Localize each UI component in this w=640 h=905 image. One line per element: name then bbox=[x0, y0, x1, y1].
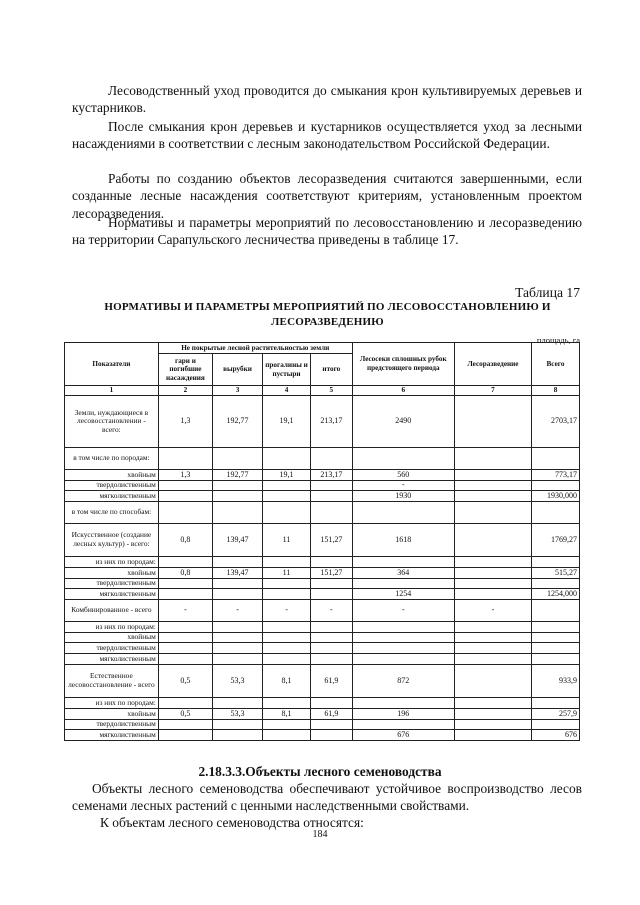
table-cell bbox=[352, 502, 454, 524]
table-cell bbox=[352, 654, 454, 665]
table-cell bbox=[213, 448, 263, 470]
table-cell: - bbox=[352, 481, 454, 491]
table-cell: 192,77 bbox=[213, 470, 263, 481]
table-cell bbox=[158, 491, 212, 502]
table-cell bbox=[532, 600, 580, 622]
table-cell bbox=[158, 720, 212, 730]
table-cell bbox=[213, 579, 263, 589]
row-label: хвойным bbox=[65, 709, 159, 720]
table-cell bbox=[263, 720, 311, 730]
table-cell bbox=[311, 481, 353, 491]
table-cell bbox=[158, 502, 212, 524]
table-cell: 0,5 bbox=[158, 665, 212, 698]
table-cell: 1618 bbox=[352, 524, 454, 557]
table-cell bbox=[311, 557, 353, 568]
table-cell bbox=[158, 579, 212, 589]
table-cell: 1930 bbox=[352, 491, 454, 502]
table-cell bbox=[454, 481, 531, 491]
header-c4: прогалины и пустыри bbox=[263, 354, 311, 386]
table-cell bbox=[352, 557, 454, 568]
table-cell bbox=[158, 643, 212, 654]
table-cell: - bbox=[311, 600, 353, 622]
table-cell bbox=[532, 579, 580, 589]
col-num: 2 bbox=[158, 386, 212, 396]
row-label: твердолиственным bbox=[65, 720, 159, 730]
table-cell bbox=[454, 589, 531, 600]
table-row bbox=[65, 448, 580, 470]
paragraph-completion: Работы по созданию объектов лесоразведения считаются завершенными, если созданные лесные насаждения соответствуют критериям, установленным проектом лесоразведения. bbox=[72, 171, 582, 221]
table-cell bbox=[263, 448, 311, 470]
table-cell bbox=[352, 720, 454, 730]
table-cell bbox=[454, 568, 531, 579]
table-cell: 872 bbox=[352, 665, 454, 698]
table-cell: 0,8 bbox=[158, 568, 212, 579]
table-cell bbox=[532, 448, 580, 470]
table-row bbox=[65, 579, 580, 589]
table-cell bbox=[454, 524, 531, 557]
table-cell bbox=[311, 502, 353, 524]
table-row bbox=[65, 654, 580, 665]
row-label: мягколиственным bbox=[65, 491, 159, 502]
table-cell bbox=[311, 720, 353, 730]
table-cell bbox=[213, 491, 263, 502]
table-cell: 1,3 bbox=[158, 396, 212, 448]
table-title-line-2: ЛЕСОРАЗВЕДЕНИЮ bbox=[271, 316, 384, 328]
table-cell bbox=[454, 654, 531, 665]
row-label: из них по породам: bbox=[65, 622, 159, 633]
table-cell bbox=[213, 720, 263, 730]
table-cell: 11 bbox=[263, 568, 311, 579]
table-row bbox=[65, 643, 580, 654]
table-row bbox=[65, 470, 580, 481]
table-cell bbox=[454, 665, 531, 698]
table-cell bbox=[454, 622, 531, 633]
table-cell: - bbox=[263, 600, 311, 622]
table-cell: 257,9 bbox=[532, 709, 580, 720]
table-row bbox=[65, 481, 580, 491]
table-cell bbox=[454, 643, 531, 654]
row-label: твердолиственным bbox=[65, 481, 159, 491]
table-cell bbox=[213, 643, 263, 654]
row-label: хвойным bbox=[65, 568, 159, 579]
table-cell bbox=[311, 491, 353, 502]
header-group: Не покрытые лесной растительностью земли bbox=[158, 343, 352, 354]
row-label: мягколиственным bbox=[65, 589, 159, 600]
table-row bbox=[65, 396, 580, 448]
table-row bbox=[65, 502, 580, 524]
table-cell: 676 bbox=[352, 730, 454, 741]
table-cell bbox=[263, 654, 311, 665]
header-c8: Всего bbox=[532, 343, 580, 386]
table-cell bbox=[213, 622, 263, 633]
table-row bbox=[65, 600, 580, 622]
row-label: из них по породам: bbox=[65, 557, 159, 568]
table-cell: 0,8 bbox=[158, 524, 212, 557]
header-numbers-row bbox=[65, 386, 580, 396]
col-num: 8 bbox=[532, 386, 580, 396]
table-cell: - bbox=[213, 600, 263, 622]
table-title bbox=[90, 300, 565, 330]
table-cell: - bbox=[352, 600, 454, 622]
table-cell: 1930,000 bbox=[532, 491, 580, 502]
row-label: в том числе по способам: bbox=[65, 502, 159, 524]
table-cell: 676 bbox=[532, 730, 580, 741]
table-row bbox=[65, 720, 580, 730]
table-cell bbox=[158, 448, 212, 470]
table-cell bbox=[213, 698, 263, 709]
table-cell bbox=[213, 730, 263, 741]
paragraph-after-closure: После смыкания крон деревьев и кустарников осуществляется уход за лесными насаждениями в соответствии с лесным законодательством Российской Федерации. bbox=[72, 119, 582, 152]
table-cell bbox=[311, 730, 353, 741]
table-cell bbox=[158, 633, 212, 643]
table-cell bbox=[532, 622, 580, 633]
header-row-1 bbox=[65, 343, 580, 354]
table-cell bbox=[311, 654, 353, 665]
row-label: в том числе по породам: bbox=[65, 448, 159, 470]
table-cell bbox=[454, 698, 531, 709]
table-cell bbox=[158, 589, 212, 600]
table-cell bbox=[532, 502, 580, 524]
table-cell: 11 bbox=[263, 524, 311, 557]
table-cell: 19,1 bbox=[263, 396, 311, 448]
table-cell bbox=[263, 502, 311, 524]
table-cell bbox=[158, 698, 212, 709]
table-row bbox=[65, 491, 580, 502]
table-cell bbox=[213, 654, 263, 665]
row-label: хвойным bbox=[65, 633, 159, 643]
table-cell: 933,9 bbox=[532, 665, 580, 698]
table-cell: 61,9 bbox=[311, 665, 353, 698]
paragraph-seed-objects: Объекты лесного семеноводства обеспечивают устойчивое воспроизводство лесов семенами лесных растений с ценными наследственными свойствами. bbox=[72, 781, 582, 814]
table-row bbox=[65, 524, 580, 557]
table-cell: 8,1 bbox=[263, 709, 311, 720]
table-cell bbox=[352, 579, 454, 589]
table-row bbox=[65, 698, 580, 709]
table-cell bbox=[454, 730, 531, 741]
table-cell bbox=[158, 557, 212, 568]
col-num: 3 bbox=[213, 386, 263, 396]
header-c3: вырубки bbox=[213, 354, 263, 386]
table-row bbox=[65, 709, 580, 720]
table-cell bbox=[213, 502, 263, 524]
table-cell bbox=[352, 698, 454, 709]
table-cell bbox=[352, 633, 454, 643]
col-num: 1 bbox=[65, 386, 159, 396]
table-cell: 151,27 bbox=[311, 524, 353, 557]
row-label: Искусственное (создание лесных культур) - всего: bbox=[65, 524, 159, 557]
table-cell bbox=[532, 698, 580, 709]
table-cell bbox=[263, 491, 311, 502]
table-cell bbox=[454, 502, 531, 524]
table-cell: - bbox=[454, 600, 531, 622]
table-cell bbox=[454, 633, 531, 643]
table-cell bbox=[311, 698, 353, 709]
table-row bbox=[65, 589, 580, 600]
col-num: 6 bbox=[352, 386, 454, 396]
col-num: 5 bbox=[311, 386, 353, 396]
table-row bbox=[65, 730, 580, 741]
table-cell: 1,3 bbox=[158, 470, 212, 481]
table-cell: 139,47 bbox=[213, 524, 263, 557]
paragraph-norms: Нормативы и параметры мероприятий по лесовосстановлению и лесоразведению на территории Сарапульского лесничества приведены в таблице 17. bbox=[72, 215, 582, 248]
table-cell bbox=[454, 448, 531, 470]
table-cell: 560 bbox=[352, 470, 454, 481]
norms-table bbox=[64, 342, 580, 741]
table-cell bbox=[263, 579, 311, 589]
table-cell: 151,27 bbox=[311, 568, 353, 579]
header-c6: Лесосеки сплошных рубок предстоящего периода bbox=[352, 343, 454, 386]
table-cell bbox=[352, 622, 454, 633]
row-label: Естественное лесовосстановление - всего bbox=[65, 665, 159, 698]
table-cell bbox=[352, 643, 454, 654]
table-cell bbox=[454, 470, 531, 481]
table-cell: 192,77 bbox=[213, 396, 263, 448]
row-label: хвойным bbox=[65, 470, 159, 481]
table-cell bbox=[158, 730, 212, 741]
table-cell: 2490 bbox=[352, 396, 454, 448]
table-number: Таблица 17 bbox=[515, 285, 580, 300]
table-cell bbox=[454, 720, 531, 730]
paragraph-care: Лесоводственный уход проводится до смыкания крон культивируемых деревьев и кустарников. bbox=[72, 83, 582, 116]
table-cell bbox=[263, 698, 311, 709]
table-cell bbox=[263, 730, 311, 741]
row-label: твердолиственным bbox=[65, 643, 159, 654]
table-cell: 2703,17 bbox=[532, 396, 580, 448]
table-cell bbox=[454, 709, 531, 720]
table-cell: 1254 bbox=[352, 589, 454, 600]
header-c5: итого bbox=[311, 354, 353, 386]
table-cell bbox=[213, 557, 263, 568]
table-cell bbox=[311, 643, 353, 654]
table-cell: 515,27 bbox=[532, 568, 580, 579]
table-cell bbox=[263, 633, 311, 643]
table-title-line-1: НОРМАТИВЫ И ПАРАМЕТРЫ МЕРОПРИЯТИЙ ПО ЛЕСОВОССТАНОВЛЕНИЮ И bbox=[104, 301, 551, 313]
table-cell: 196 bbox=[352, 709, 454, 720]
table-cell bbox=[263, 557, 311, 568]
table-cell: 213,17 bbox=[311, 396, 353, 448]
table-cell bbox=[532, 481, 580, 491]
row-label: Земли, нуждающиеся в лесовосстановлении - всего: bbox=[65, 396, 159, 448]
table-cell bbox=[311, 633, 353, 643]
table-cell bbox=[532, 643, 580, 654]
table-cell bbox=[263, 643, 311, 654]
table-cell: 19,1 bbox=[263, 470, 311, 481]
table-cell bbox=[213, 589, 263, 600]
col-num: 4 bbox=[263, 386, 311, 396]
table-cell bbox=[311, 448, 353, 470]
table-cell: 773,17 bbox=[532, 470, 580, 481]
table-row bbox=[65, 568, 580, 579]
unit-label: площадь, га bbox=[536, 335, 580, 345]
table-row bbox=[65, 622, 580, 633]
table-cell: 53,3 bbox=[213, 709, 263, 720]
row-label: твердолиственным bbox=[65, 579, 159, 589]
table-cell bbox=[213, 481, 263, 491]
table-cell: 0,5 bbox=[158, 709, 212, 720]
table-cell bbox=[263, 481, 311, 491]
table-cell bbox=[158, 622, 212, 633]
row-label: мягколиственным bbox=[65, 654, 159, 665]
table-row bbox=[65, 633, 580, 643]
table-cell bbox=[158, 481, 212, 491]
table-row bbox=[65, 665, 580, 698]
header-c7: Лесоразведение bbox=[454, 343, 531, 386]
table-cell bbox=[454, 396, 531, 448]
table-cell bbox=[213, 633, 263, 643]
col-num: 7 bbox=[454, 386, 531, 396]
table-cell: 61,9 bbox=[311, 709, 353, 720]
table-cell bbox=[311, 622, 353, 633]
row-label: Комбинированное - всего bbox=[65, 600, 159, 622]
table-cell bbox=[311, 579, 353, 589]
table-cell bbox=[532, 633, 580, 643]
header-c2: гари и погибшие насаждения bbox=[158, 354, 212, 386]
table-cell bbox=[263, 589, 311, 600]
row-label: из них по породам: bbox=[65, 698, 159, 709]
table-row bbox=[65, 557, 580, 568]
table-cell: 53,3 bbox=[213, 665, 263, 698]
table-cell: 213,17 bbox=[311, 470, 353, 481]
table-cell bbox=[532, 557, 580, 568]
header-indicators: Показатели bbox=[65, 343, 159, 386]
table-cell: 139,47 bbox=[213, 568, 263, 579]
table-cell: 8,1 bbox=[263, 665, 311, 698]
table-cell: 364 bbox=[352, 568, 454, 579]
table-cell: - bbox=[158, 600, 212, 622]
paragraph-seed-list: К объектам лесного семеноводства относятся: bbox=[100, 815, 364, 830]
table-cell bbox=[532, 654, 580, 665]
table-cell bbox=[352, 448, 454, 470]
page-number: 184 bbox=[312, 829, 328, 840]
table-cell: 1254,000 bbox=[532, 589, 580, 600]
table-cell bbox=[454, 579, 531, 589]
table-cell bbox=[454, 557, 531, 568]
table-cell: 1769,27 bbox=[532, 524, 580, 557]
table-cell bbox=[532, 720, 580, 730]
row-label: мягколиственным bbox=[65, 730, 159, 741]
table-cell bbox=[311, 589, 353, 600]
table-cell bbox=[158, 654, 212, 665]
table-cell bbox=[454, 491, 531, 502]
section-heading: 2.18.3.3.Объекты лесного семеноводства bbox=[198, 764, 442, 779]
table-cell bbox=[263, 622, 311, 633]
